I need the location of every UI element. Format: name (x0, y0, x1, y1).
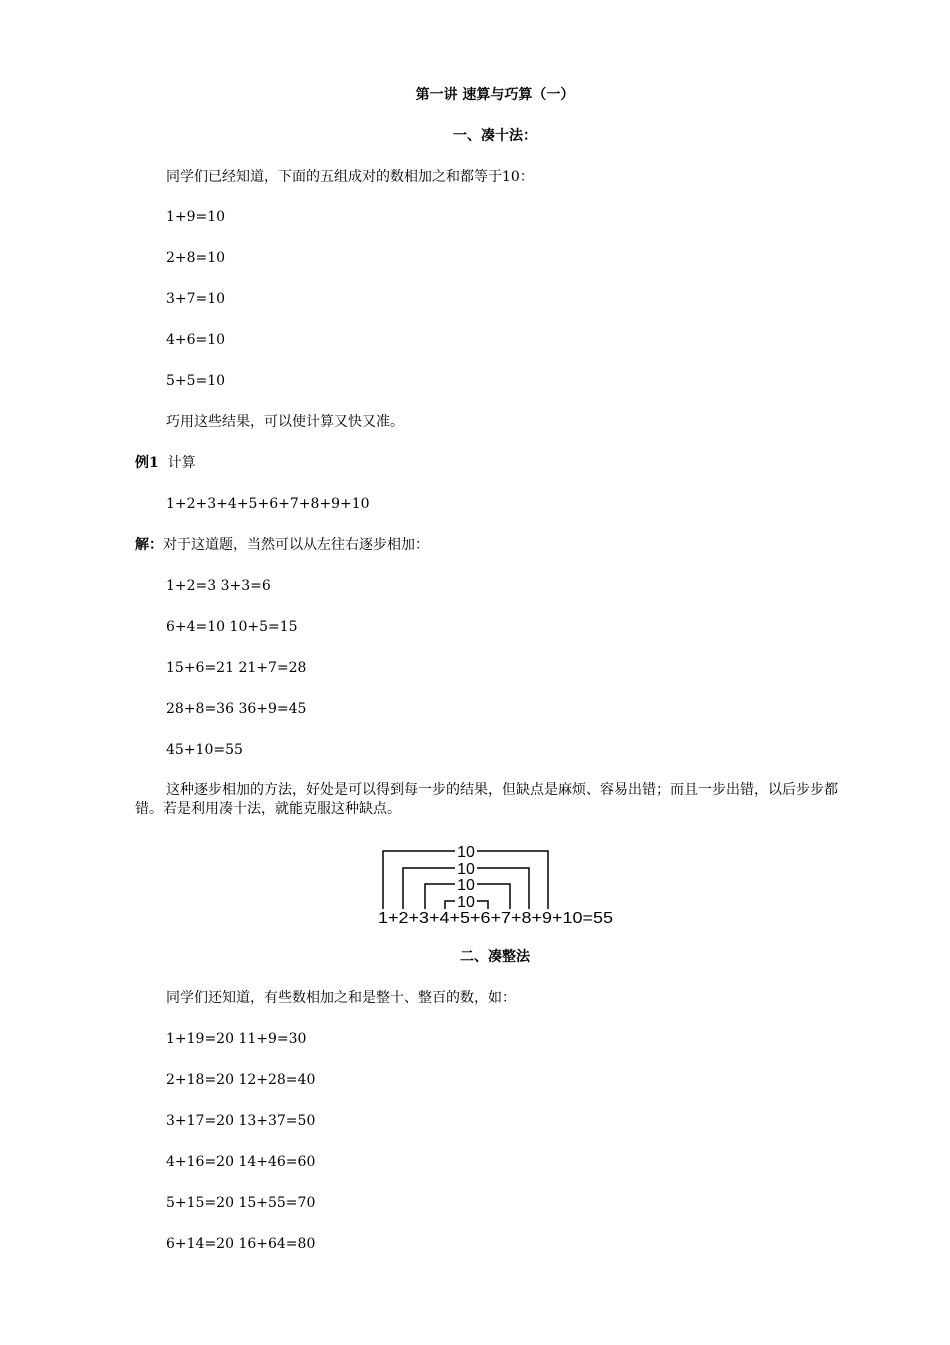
bracket-label: 10 (457, 894, 475, 911)
bracket-label: 10 (457, 861, 475, 878)
section2-heading: 二、凑整法 (460, 949, 530, 965)
solution-line (135, 535, 950, 555)
bracket-label: 10 (457, 877, 475, 894)
example-line (135, 453, 950, 473)
make-ten-diagram (375, 843, 620, 927)
sum-row: 5+15=20 15+55=70 (166, 1195, 316, 1211)
solution-step: 15+6=21 21+7=28 (166, 660, 307, 676)
sum-row: 4+16=20 14+46=60 (166, 1154, 316, 1170)
solution-commentary: 这种逐步相加的方法，好处是可以得到每一步的结果，但缺点是麻烦、容易出错；而且一步出错，以后步步都错。若是利用凑十法，就能克服这种缺点。 (135, 782, 838, 817)
example-task: 计算 (167, 455, 196, 471)
sum-row: 6+14=20 16+64=80 (166, 1236, 316, 1252)
solution-step: 28+8=36 36+9=45 (166, 701, 307, 717)
sum-row: 2+18=20 12+28=40 (166, 1072, 316, 1088)
section1-heading: 一、凑十法： (453, 128, 537, 144)
section1-intro: 同学们已经知道，下面的五组成对的数相加之和都等于10： (166, 169, 534, 185)
example-label: 例1 (135, 455, 159, 471)
diagram-equation: 1+2+3+4+5+6+7+8+9+10=55 (378, 910, 614, 927)
pair-line: 1+9=10 (166, 209, 226, 225)
section2-intro: 同学们还知道，有些数相加之和是整十、整百的数，如： (166, 990, 516, 1006)
bracket-label: 10 (457, 844, 475, 861)
pair-line: 2+8=10 (166, 250, 226, 266)
section1-note: 巧用这些结果，可以使计算又快又准。 (166, 414, 404, 430)
pair-line: 5+5=10 (166, 373, 226, 389)
pair-line: 3+7=10 (166, 291, 226, 307)
sum-row: 1+19=20 11+9=30 (166, 1031, 307, 1047)
example-expression: 1+2+3+4+5+6+7+8+9+10 (166, 496, 370, 512)
solution-step: 6+4=10 10+5=15 (166, 619, 298, 635)
solution-step: 45+10=55 (166, 742, 243, 758)
solution-label: 解： (135, 537, 163, 553)
solution-step: 1+2=3 3+3=6 (166, 578, 271, 594)
solution-text: 对于这道题，当然可以从左往右逐步相加： (163, 537, 429, 553)
sum-row: 3+17=20 13+37=50 (166, 1113, 316, 1129)
page-title: 第一讲 速算与巧算（一） (415, 87, 575, 103)
pair-line: 4+6=10 (166, 332, 226, 348)
